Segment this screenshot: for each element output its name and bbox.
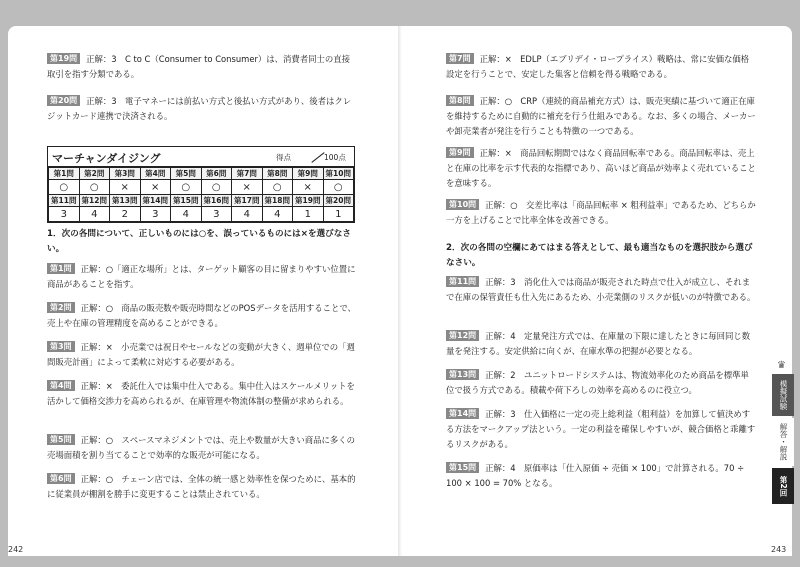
answer-text: 正解：3 消化仕入では商品が販売された時点で仕入が成立し、それまで在庫の保管責任も仕入先にあるため、小売業側のリスクが低いのが特徴である。 [446, 277, 756, 302]
answer-cell: × [110, 180, 141, 195]
side-tab-explanation: 解答・解説 [772, 418, 794, 466]
score-max: 100点 [324, 153, 346, 162]
answer-5 [47, 433, 357, 463]
question-tag: 第7問 [446, 53, 474, 64]
question-cell: 第2問 [79, 168, 110, 180]
answer-text: 正解：3 C to C（Consumer to Consumer）は、消費者同士の直接取引を指す分類である。 [47, 54, 351, 79]
crown-icon: ♛ [777, 360, 786, 371]
answer-2 [47, 301, 357, 331]
answer-text: 正解：○ スペースマネジメントでは、売上や数量が大きい商品に多くの売場面積を割り当てることで効率的な販売が可能になる。 [47, 435, 356, 460]
question-tag: 第8問 [446, 95, 474, 106]
answer-text: 正解：○ CRP（連続的商品補充方式）は、販売実績に基づいて適正在庫を維持するために自動的に補充を行う仕組みである。なお、多くの場合、メーカーや卸売業者が発注を行うことも特徴の一つである。 [446, 96, 756, 136]
question-tag: 第2問 [47, 302, 75, 313]
answer-cell: 3 [201, 207, 232, 222]
answer-14 [446, 407, 756, 452]
question-tag: 第14問 [446, 408, 479, 419]
answer-text: 正解：○ 商品の販売数や販売時間などのPOSデータを活用することで、売上や在庫の管理精度を高めることができる。 [47, 303, 356, 328]
answer-text: 正解：3 仕入価格に一定の売上総利益（粗利益）を加算して値決めする方法をマークアップ法という。一定の利益を確保しやすいが、競合価格と乖離するリスクがある。 [446, 409, 756, 449]
question-tag: 第19問 [47, 53, 80, 64]
answer-13 [446, 368, 756, 398]
question-tag: 第11問 [446, 276, 479, 287]
answer-6 [47, 472, 357, 502]
answer-text: 正解：○ チェーン店では、全体の統一感と効率性を保つために、基本的に従業員が棚割を勝手に変更することは禁止されている。 [47, 474, 356, 499]
answer-8 [446, 94, 756, 139]
answer-row [49, 207, 354, 222]
answer-15 [446, 461, 756, 491]
answer-text: 正解：4 原価率は「仕入原価 ÷ 売価 × 100」で計算される。70 ÷ 100 × 100 = 70% となる。 [446, 463, 745, 488]
question-cell: 第6問 [201, 168, 232, 180]
answer-cell: × [293, 180, 324, 195]
page-number-left: 242 [8, 545, 24, 554]
question-cell: 第15問 [171, 195, 202, 207]
question-cell: 第14問 [140, 195, 171, 207]
question-cell: 第11問 [49, 195, 80, 207]
question-cell: 第7問 [232, 168, 263, 180]
question-tag: 第1問 [47, 263, 75, 274]
question-tag: 第12問 [446, 330, 479, 341]
answer-19 [47, 52, 357, 82]
answer-cell: ○ [323, 180, 354, 195]
answer-cell: 3 [140, 207, 171, 222]
answer-10 [446, 198, 756, 228]
answer-cell: 4 [262, 207, 293, 222]
answer-cell: 4 [79, 207, 110, 222]
question-tag: 第15問 [446, 462, 479, 473]
score-table [47, 146, 355, 223]
answer-cell: × [232, 180, 263, 195]
question-tag: 第5問 [47, 434, 75, 445]
answer-4 [47, 379, 357, 409]
answer-12 [446, 329, 756, 359]
answer-cell: ○ [49, 180, 80, 195]
question-tag: 第10問 [446, 199, 479, 210]
answer-text: 正解：× 委託仕入では集中仕入である。集中仕入はスケールメリットを活かして価格交渉力を高められるが、在庫管理や物流体制の整備が求められる。 [47, 381, 355, 406]
answer-cell: 4 [171, 207, 202, 222]
answer-row [49, 180, 354, 195]
question-cell: 第8問 [262, 168, 293, 180]
answer-cell: ○ [201, 180, 232, 195]
answer-text: 正解：4 定量発注方式では、在庫量の下限に達したときに毎回同じ数量を発注する。安定供給に向くが、在庫水準の把握が必要となる。 [446, 331, 751, 356]
question-tag: 第3問 [47, 341, 75, 352]
answer-9 [446, 146, 756, 191]
side-tab-round: 第2回 [772, 468, 794, 504]
answer-7 [446, 52, 756, 82]
answer-grid [48, 167, 354, 222]
answer-cell: 1 [293, 207, 324, 222]
answer-text: 正解：× 小売業では祝日やセールなどの変動が大きく、週単位での「週間販売計画」によって柔軟に対応する必要がある。 [47, 342, 355, 367]
question-cell: 第20問 [323, 195, 354, 207]
question-cell: 第3問 [110, 168, 141, 180]
question-row [49, 168, 354, 180]
section-heading-1: 1．次の各問について、正しいものには○を、誤っているものには×を選びなさい。 [47, 229, 351, 254]
question-tag: 第9問 [446, 147, 474, 158]
question-cell: 第1問 [49, 168, 80, 180]
question-cell: 第4問 [140, 168, 171, 180]
answer-text: 正解：○ 交差比率は「商品回転率 × 粗利益率」であるため、どちらか一方を上げることで比率全体を改善できる。 [446, 200, 756, 225]
answer-cell: ○ [171, 180, 202, 195]
answer-cell: 1 [323, 207, 354, 222]
question-tag: 第13問 [446, 369, 479, 380]
question-cell: 第18問 [262, 195, 293, 207]
side-tab-exam: 模擬試験 [772, 374, 794, 416]
section-heading-2: 2．次の各問の空欄にあてはまる答えとして、最も適当なものを選択肢から選びなさい。 [446, 243, 753, 268]
question-cell: 第10問 [323, 168, 354, 180]
question-cell: 第19問 [293, 195, 324, 207]
answer-cell: ○ [262, 180, 293, 195]
score-slash [311, 152, 324, 163]
answer-11 [446, 275, 756, 305]
answer-text: 正解：3 電子マネーには前払い方式と後払い方式があり、後者はクレジットカード連携で決済される。 [47, 96, 352, 121]
answer-text: 正解：2 ユニットロードシステムは、物流効率化のため商品を標準単位で扱う方式である。積載や荷下ろしの効率を高めるのに役立つ。 [446, 370, 749, 395]
answer-20 [47, 94, 357, 124]
answer-cell: × [140, 180, 171, 195]
answer-cell: ○ [79, 180, 110, 195]
answer-1 [47, 262, 357, 292]
score-table-header [48, 147, 354, 167]
answer-cell: 4 [232, 207, 263, 222]
answer-text: 正解：○「適正な場所」とは、ターゲット顧客の目に留まりやすい位置に商品があることを指す。 [47, 264, 356, 289]
answer-3 [47, 340, 357, 370]
question-cell: 第5問 [171, 168, 202, 180]
question-cell: 第13問 [110, 195, 141, 207]
score-label: 得点 [276, 153, 291, 162]
question-tag: 第20問 [47, 95, 80, 106]
question-cell: 第17問 [232, 195, 263, 207]
score-table-title: マーチャンダイジング [52, 152, 161, 165]
question-cell: 第16問 [201, 195, 232, 207]
question-row [49, 195, 354, 207]
question-tag: 第6問 [47, 473, 75, 484]
answer-text: 正解：× 商品回転期間ではなく商品回転率である。商品回転率は、売上と在庫の比率を示す代表的な指標であり、高いほど商品が効率よく売れていることを意味する。 [446, 148, 756, 188]
page-number-right: 243 [771, 545, 787, 554]
answer-text: 正解：× EDLP（エブリデイ・ロープライス）戦略は、常に安価な価格設定を行うことで、安定した集客と信頼を得る戦略である。 [446, 54, 750, 79]
question-cell: 第12問 [79, 195, 110, 207]
question-tag: 第4問 [47, 380, 75, 391]
answer-cell: 3 [49, 207, 80, 222]
answer-cell: 2 [110, 207, 141, 222]
question-cell: 第9問 [293, 168, 324, 180]
